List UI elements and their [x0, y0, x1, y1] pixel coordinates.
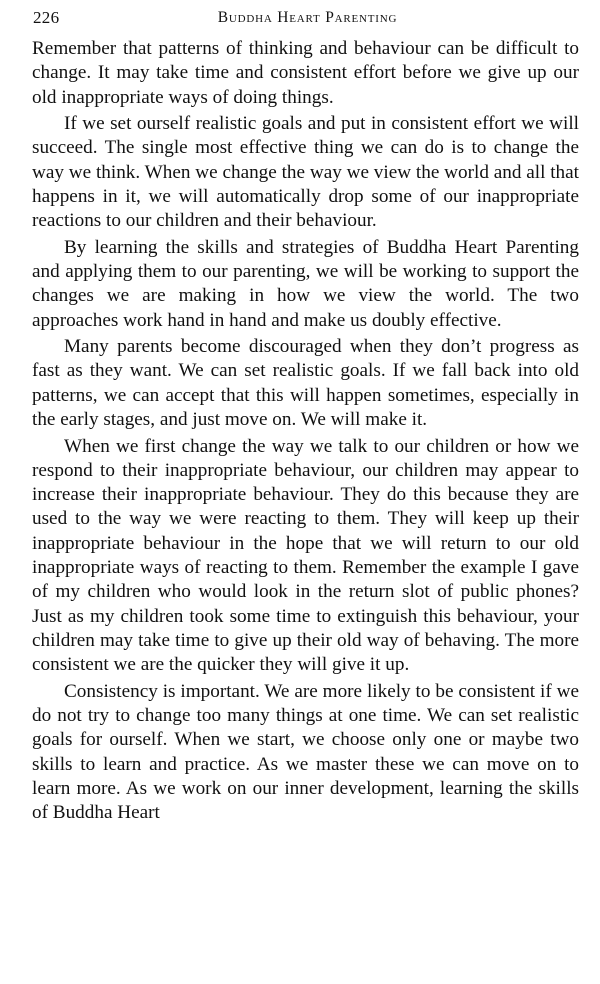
paragraph: If we set ourself realistic goals and put in consistent effort we will succeed. The single most effective thing we can do is to change the way we think. When we change the way we view the world and all that happens in it, we will automatically drop some of our inappropriate reactions to our children and their behaviour. [32, 113, 579, 232]
running-head [33, 8, 582, 30]
paragraph: When we first change the way we talk to our children or how we respond to their inappropriate behaviour, our children may appear to increase their inappropriate behaviour. They do this because they are used to the way we were reacting to them. They will keep up their inappropriate behaviour in the hope that we will return to our old inappropriate ways of reacting to them. Remember the example I gave of my children who would look in the return slot of public phones? Just as my children took some time to extinguish this behaviour, your children may take time to give up their old way of behaving. The more consistent we are the quicker they will give it up. [32, 435, 579, 676]
paragraph: Many parents become discouraged when they don’t progress as fast as they want. We can set realistic goals. If we fall back into old patterns, we can accept that this will happen sometimes, especially in the early stages, and just move on. We will make it. [32, 336, 579, 431]
page-number: 226 [33, 8, 60, 27]
paragraph: Consistency is important. We are more likely to be consistent if we do not try to change too many things at one time. We can set realistic goals for ourself. When we start, we choose only one or maybe two skills to learn and practice. As we master these we can move on to learn more. As we work on our inner development, learning the skills of Buddha Heart [32, 680, 579, 824]
body-text [32, 37, 579, 828]
running-head-title: Buddha Heart Parenting [217, 9, 398, 26]
paragraph: By learning the skills and strategies of Buddha Heart Parenting and applying them to our parenting, we will be working to support the changes we are making in how we view the world. The two approaches work hand in hand and make us doubly effective. [32, 236, 579, 331]
paragraph: Remember that patterns of thinking and behaviour can be difficult to change. It may take time and consistent effort before we give up our old inappropriate ways of doing things. [32, 38, 579, 108]
